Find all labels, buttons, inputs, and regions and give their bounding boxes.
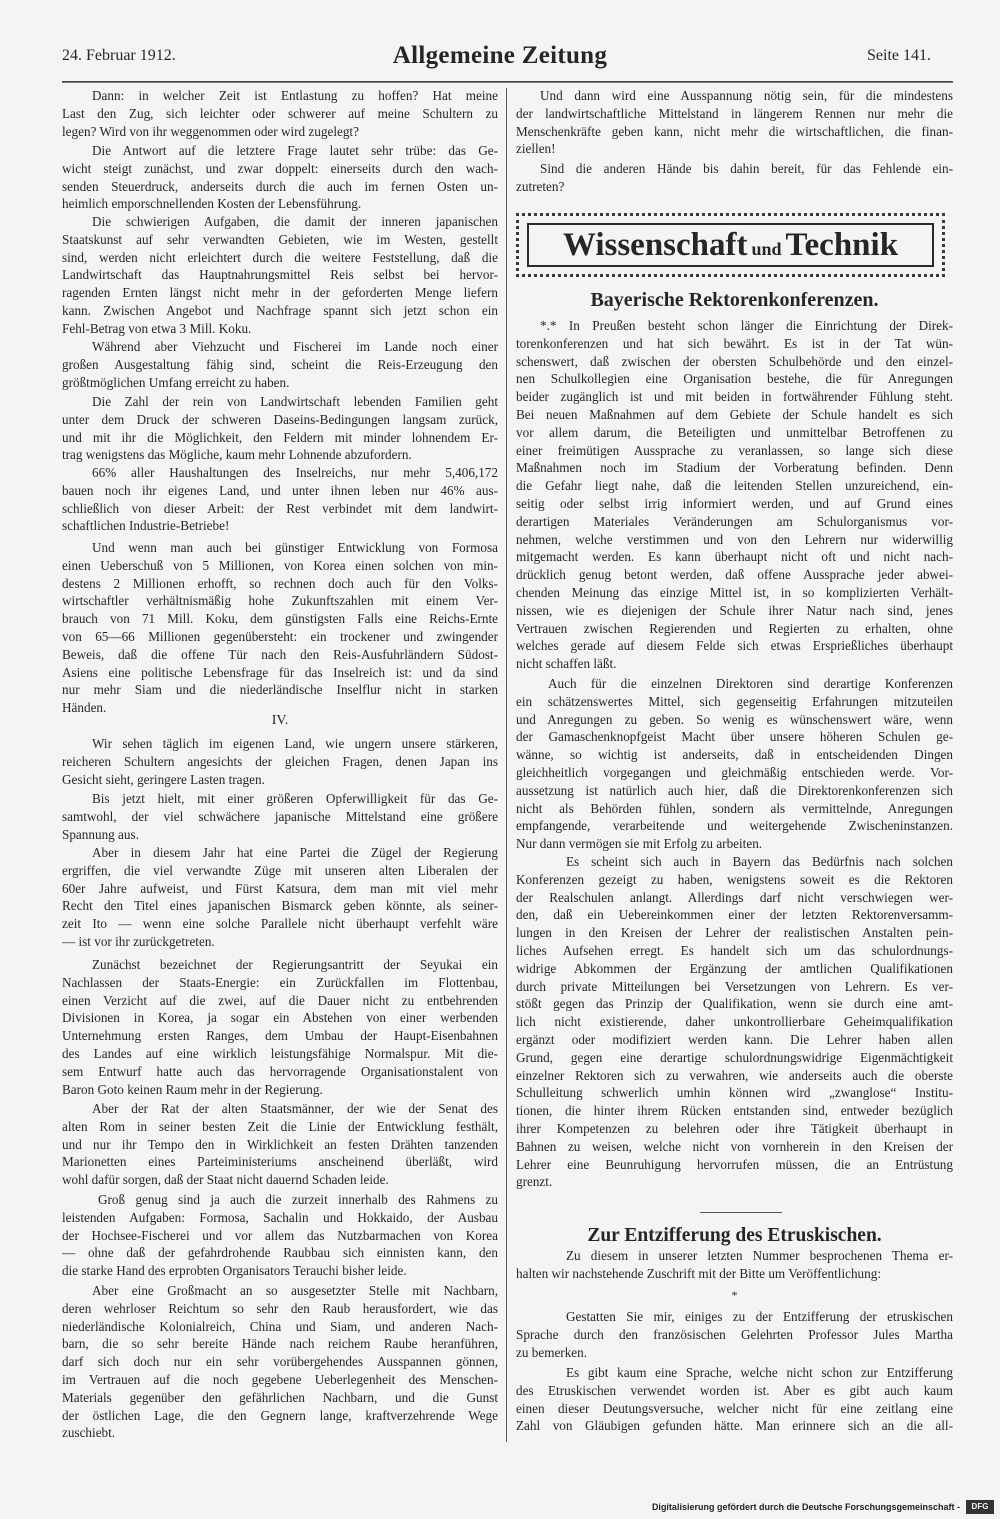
- text-line: und mit ihr die Möglichkeit, den Feldern mit minder lohnendem Er-: [62, 429, 498, 445]
- text-line: der Gamaschenknopfgeist Macht über unsere höheren Schulen ge-: [516, 729, 953, 745]
- text-line: legen? Wird von ihr weggenommen oder wird zugelegt?: [62, 123, 359, 139]
- text-line: Baron Goto keinen Raum mehr in der Regierung.: [62, 1081, 323, 1097]
- paragraph: [516, 317, 953, 673]
- text-line: empfangende, verarbeitende und weitergehende Zwischeninstanzen.: [516, 818, 953, 834]
- text-line: Während aber Viehzucht und Fischerei im Lande noch einer: [92, 339, 498, 354]
- text-line: Schulleitung schwerlich umhin können wird „zwanglose“ Institu-: [516, 1085, 953, 1101]
- text-line: schaftlichen Industrie-Betriebe!: [62, 518, 230, 534]
- text-line: nehmen, welche verstimmen und von den Lehrern nur widerwillig: [516, 531, 953, 547]
- text-line: leistenden Aufgaben: Formosa, Sachalin und Hokkaido, der Ausbau: [62, 1209, 498, 1225]
- text-line: Divisionen in Korea, ja sogar ein Abstehen von einer werbenden: [62, 1010, 498, 1026]
- text-line: — ohne daß der gefahrdrohende Raubbau sich einnisten kann, den: [62, 1245, 498, 1261]
- header-divider: [62, 81, 953, 83]
- text-line: chenden Meinung das einzige Mittel ist, in so komplizierten Verhält-: [516, 584, 953, 600]
- text-line: die Gefahr liegt nahe, daß die leitenden Stellen unzureichend, ein-: [516, 478, 953, 494]
- paragraph: [62, 735, 498, 788]
- text-line: einzelner Rektoren sich zu verwahren, wie anderseits auch die oberste: [516, 1067, 953, 1083]
- text-line: Spannung aus.: [62, 826, 139, 842]
- text-line: Materials gegenüber den gefährlichen Nachbarn, und die Gunst: [62, 1389, 498, 1405]
- text-line: Unternehmung ersten Ranges, dem Umbau der Haupt-Eisenbahnen: [62, 1028, 498, 1044]
- text-line: und nur ihr Tempo den in Wirklichkeit an festen Drähten tanzenden: [62, 1136, 498, 1152]
- text-line: samtwohl, der viel schwächere japanische Mittelstand eine größere: [62, 808, 498, 824]
- text-line: ein schätzenswertes Mittel, sich gegenseitig Erfahrungen mitzuteilen: [516, 693, 953, 709]
- text-line: Es gibt kaum eine Sprache, welche nicht schon zur Entzifferung: [566, 1365, 953, 1380]
- text-line: Vertrauen zwischen Regierenden und Regierten zu erhalten, ohne: [516, 620, 953, 636]
- text-line: alten Rom in seiner besten Zeit die Linie der Entwicklung festhält,: [62, 1118, 498, 1134]
- banner-conjunction: und: [751, 239, 782, 259]
- text-line: Aber in diesem Jahr hat eine Partei die Zügel der Regierung: [92, 845, 498, 860]
- text-line: heimlich emporschnellenden Kosten der Lebensführung.: [62, 196, 362, 212]
- text-line: Recht den Titel eines japanischen Bismarck geben könnte, als seiner-: [62, 898, 498, 914]
- paragraph: [516, 1364, 953, 1435]
- text-line: sem Entwurf hatte auch das hervorragende Organisationstalent von: [62, 1063, 498, 1079]
- text-line: Nachlassen der Staats-Energie: ein Zurückfallen im Flottenbau,: [62, 974, 498, 990]
- paragraph: [62, 464, 498, 535]
- text-line: Aber eine Großmacht an so ausgesetzter Stelle mit Nachbarn,: [92, 1283, 498, 1298]
- text-line: 60er Jahre aufweist, und Fürst Katsura, dem man mit viel mehr: [62, 880, 498, 896]
- paragraph: [516, 87, 953, 158]
- text-line: brauch von 71 Mill. Koku, dem günstigsten Falls eine Reichs-Ernte: [62, 611, 498, 627]
- text-line: drücklich genug betont werden, daß offene Aussprache jeder abwei-: [516, 567, 953, 583]
- text-line: torenkonferenzen und hat sich bewährt. Es ist in der Tat wün-: [516, 335, 953, 351]
- banner-word-technology: Technik: [785, 227, 899, 263]
- text-line: Nur dann vermögen sie mit Erfolg zu arbeiten.: [516, 836, 763, 852]
- text-line: des Etruskischen verwendet worden ist. Aber es gibt auch kaum: [516, 1382, 953, 1398]
- paragraph: [62, 142, 498, 213]
- paragraph: [62, 844, 498, 951]
- text-line: Zahl von Gläubigen gefunden hätte. Man erinnere sich an die all-: [516, 1418, 953, 1434]
- text-line: aussetzung ist natürlich auch hier, daß die Direktorenkonferenzen sich: [516, 782, 953, 798]
- text-line: Die Zahl der rein von Landwirtschaft lebenden Familien geht: [92, 394, 498, 409]
- paragraph: [62, 1100, 498, 1189]
- text-line: Die schwierigen Aufgaben, die damit der inneren japanischen: [92, 214, 498, 229]
- text-line: nicht schaffen läßt.: [516, 656, 617, 672]
- text-line: die starke Hand des erprobten Organisators Terauchi bisher leide.: [62, 1263, 407, 1279]
- text-line: senden Steuerdruck, anderseits durch die auch im fernen Osten un-: [62, 178, 498, 194]
- text-line: *.* In Preußen besteht schon länger die Einrichtung der Direk-: [540, 318, 953, 333]
- paragraph: [516, 1247, 953, 1283]
- paragraph: [62, 539, 498, 717]
- text-line: großen Ausgestaltung fähig sind, scheint die Reis-Erzeugung den: [62, 356, 498, 372]
- text-line: ragenden Ernten längst nicht mehr in der geforderten Menge liefern: [62, 285, 498, 301]
- text-line: — ist vor ihr zurückgetreten.: [62, 933, 215, 949]
- text-line: zutreten?: [516, 178, 565, 194]
- text-line: nur mehr Siam und die niederländische Inselflur nicht in starken: [62, 682, 498, 698]
- text-line: ergänzt oder modifiziert werden kann. Die Lehrer haben allen: [516, 1031, 953, 1047]
- issue-date: 24. Februar 1912.: [62, 47, 176, 64]
- text-line: Landwirtschaft das Hauptnahrungsmittel Reis selbst bei hervor-: [62, 267, 498, 283]
- paragraph: [516, 675, 953, 853]
- text-line: widrige Abkommen der Ergänzung der amtlichen Qualifikationen: [516, 960, 953, 976]
- article-separator: [700, 1212, 782, 1213]
- text-line: zuschiebt.: [62, 1425, 116, 1441]
- text-line: wänne, so wichtig ist anderseits, daß in entscheidenden Dingen: [516, 747, 953, 763]
- text-line: halten wir nachstehende Zuschrift mit der Bitte um Veröffentlichung:: [516, 1265, 881, 1281]
- paragraph: [62, 338, 498, 391]
- paragraph: [62, 393, 498, 464]
- text-line: Sprache durch den französischen Gelehrten Professor Jules Martha: [516, 1326, 953, 1342]
- section-banner: [527, 223, 934, 267]
- text-line: Lehrer eine Beunruhigung hervorrufen müssen, die an Entrüstung: [516, 1156, 953, 1172]
- text-line: ziellen!: [516, 141, 556, 157]
- text-line: ihrer Kompetenzen zu belehren oder ihre Tätigkeit überhaupt in: [516, 1120, 953, 1136]
- text-line: einer freimütigen Aussprache zu veranlassen, so lange sich diese: [516, 442, 953, 458]
- text-line: kann. Zwischen Angebot und Nachfrage spannt sich jetzt schon ein: [62, 302, 498, 318]
- paragraph: [516, 1308, 953, 1361]
- text-line: lich nicht existierende, daher unkontrollierbare Geheimqualifikation: [516, 1014, 953, 1030]
- text-line: der Realschulen anlangt. Allerdings darf nicht verschwiegen wer-: [516, 889, 953, 905]
- paragraph: [62, 956, 498, 1098]
- text-line: Last den Zug, sich leichter oder schwerer auf meine Schultern zu: [62, 105, 498, 121]
- text-line: zu bemerken.: [516, 1344, 588, 1360]
- text-line: größtmöglichen Umfang erreicht zu haben.: [62, 374, 290, 390]
- text-line: Auch für die einzelnen Direktoren sind derartige Konferenzen: [548, 676, 953, 691]
- text-line: vor allem darum, die Beteiligten und unmittelbar Betroffenen zu: [516, 424, 953, 440]
- text-line: Dann: in welcher Zeit ist Entlastung zu hoffen? Hat meine: [92, 88, 498, 103]
- text-line: Staatskunst auf sehr verwandten Gebieten, wie im Westen, gestellt: [62, 231, 498, 247]
- text-line: durch private Mitteilungen bei Versetzungen von Lehrern. Es ver-: [516, 978, 953, 994]
- text-line: nen Schulkollegien eine Organisation bestehe, die für Anregungen: [516, 371, 953, 387]
- text-line: Asiens eine politische Lebensfrage für das Inselreich ist: und da sind: [62, 664, 498, 680]
- masthead-title: Allgemeine Zeitung: [392, 42, 608, 69]
- text-line: schenswert, daß zwischen der obersten Schulbehörde und den einzel-: [516, 353, 953, 369]
- text-line: Wir sehen täglich im eigenen Land, wie ungern unsere stärkeren,: [92, 736, 498, 751]
- text-line: Grund, gegen eine derartige schulordnungswidrige Eigenmächtigkeit: [516, 1049, 953, 1065]
- text-line: von 65—66 Millionen gegenübersteht: ein trockener und zwingender: [62, 628, 498, 644]
- text-line: deren wehrloser Reichtum so sehr den Raub herausfordert, wie das: [62, 1300, 498, 1316]
- text-line: grenzt.: [516, 1174, 553, 1190]
- text-line: trag wenigstens das Mögliche, kaum mehr Lohnende abzufordern.: [62, 447, 412, 463]
- text-line: Zu diesem in unserer letzten Nummer besprochenen Thema er-: [566, 1248, 953, 1263]
- text-line: sind, werden nicht erleichtert durch die weitere Feststellung, daß die: [62, 249, 498, 265]
- text-line: mitgemacht werden. Es kann überhaupt nicht oft und nicht nach-: [516, 549, 953, 565]
- text-line: Und wenn man auch bei günstiger Entwicklung von Formosa: [92, 540, 498, 555]
- text-line: Es scheint sich auch in Bayern das Bedürfnis nach solchen: [566, 854, 953, 869]
- text-line: wohl dafür sorgen, daß der Staat nicht dauernd Schaden leide.: [62, 1172, 389, 1188]
- text-line: Sind die anderen Hände bis dahin bereit, für das Fehlende ein-: [540, 161, 953, 176]
- text-line: Gesicht sieht, geringere Lasten tragen.: [62, 771, 265, 787]
- text-line: darf sich doch nur ein sehr vorübergehendes Ausspannen gönnen,: [62, 1354, 498, 1370]
- digitization-credit: Digitalisierung gefördert durch die Deutsche Forschungsgemeinschaft -: [651, 1502, 960, 1512]
- paragraph: [62, 790, 498, 843]
- text-line: der östlichen Lage, die den Gegnern lange, kraftverzehrende Wege: [62, 1407, 498, 1423]
- text-line: und Anregungen zu geben. So wenig es wünschenswert wäre, wenn: [516, 711, 953, 727]
- text-line: Bei neuen Maßnahmen auf dem Gebiete der Schule handelt es sich: [516, 406, 953, 422]
- text-line: im Vertrauen auf die noch gegebene Ueberlegenheit des Menschen-: [62, 1371, 498, 1387]
- column-divider: [506, 88, 507, 1442]
- text-line: Konferenzen gezeigt zu haben, wenigstens soweit es die Rektoren: [516, 871, 953, 887]
- text-line: nissen, wie es diejenigen der Schule ihrer Natur nach sind, jenes: [516, 602, 953, 618]
- text-line: Fehl-Betrag von etwa 3 Mill. Koku.: [62, 320, 252, 336]
- text-line: stößt gegen das Prinzip der Qualifikation, wenn sie durch eine amt-: [516, 996, 953, 1012]
- section-numeral: IV.: [271, 713, 289, 728]
- banner-word-science: Wissenschaft: [562, 227, 748, 263]
- text-line: Bahnen zu weisen, welche nicht von vornherein in den Kreisen der: [516, 1138, 953, 1154]
- asterisk-separator: *: [731, 1288, 738, 1302]
- text-line: reicheren Schultern angesichts der gleichen Fragen, denen Japan ins: [62, 753, 498, 769]
- text-line: nicht als Behörden fühlen, sondern als vermittelnde, Anregungen: [516, 800, 953, 816]
- text-line: liches Aufsehen erregt. Es handelt sich um das schulordnungs-: [516, 942, 953, 958]
- text-line: Die Antwort auf die letztere Frage lautet sehr trübe: das Ge-: [92, 143, 498, 158]
- text-line: beider zugänglich ist und mit beiden in fortwährender Fühlung steht.: [516, 389, 953, 405]
- text-line: der landwirtschaftliche Mittelstand in längerem Rennen nur mehr die: [516, 105, 953, 121]
- text-line: schließlich von dieser Arbeit: der Rest verbindet mit dem landwirt-: [62, 500, 498, 516]
- text-line: Und dann wird eine Ausspannung nötig sein, für die mindestens: [540, 88, 953, 103]
- text-line: barn, die so sehr bereite Hände nach reichem Raube heranführen,: [62, 1336, 498, 1352]
- paragraph: [62, 87, 498, 140]
- text-line: seitig oder selbst irrig informiert werden, und auf Grund eines: [516, 495, 953, 511]
- paragraph: [516, 853, 953, 1191]
- article-headline: Zur Entzifferung des Etruskischen.: [587, 1225, 882, 1246]
- paragraph: [516, 160, 953, 196]
- text-line: bauen noch ihr eigenes Land, und unter ihnen leben nur 46% aus-: [62, 482, 498, 498]
- text-line: ergriffen, die viel verwandte Züge mit unseren alten Liberalen der: [62, 862, 498, 878]
- text-line: Menschenkräfte geben kann, nicht mehr die wirtschaftlichen, die finan-: [516, 123, 953, 139]
- text-line: wicht steigt zunächst, und zwar doppelt: einerseits durch den wach-: [62, 160, 498, 176]
- page-number: Seite 141.: [867, 47, 931, 64]
- text-line: Maßnahmen noch im Stadium der Vorberatung befinden. Denn: [516, 460, 953, 476]
- text-line: Groß genug sind ja auch die zurzeit innerhalb des Rahmens zu: [98, 1192, 498, 1207]
- paragraph: [62, 1282, 498, 1442]
- text-line: wirtschaftler verhältnismäßig hohe Zukunftszahlen mit einem Ver-: [62, 593, 498, 609]
- text-line: Händen.: [62, 700, 107, 716]
- paragraph: [62, 1191, 498, 1280]
- text-line: Zunächst bezeichnet der Regierungsantritt der Seyukai ein: [92, 957, 498, 972]
- paragraph: [62, 213, 498, 338]
- text-line: einen dieser Deutungsversuche, welcher nicht für eine zeitlang eine: [516, 1400, 953, 1416]
- article-headline: Bayerische Rektorenkonferenzen.: [590, 289, 879, 311]
- text-line: tionen, die hinter ihrem Rücken entstanden sind, entweder bezüglich: [516, 1103, 953, 1119]
- text-line: Bis jetzt hielt, mit einer größeren Opferwilligkeit für das Ge-: [92, 791, 498, 806]
- text-line: unter dem Druck der schweren Daseins-Bedingungen langsam zurück,: [62, 411, 498, 427]
- text-line: zeit Ito — wenn eine solche Parallele nicht überhaupt verfehlt wäre: [62, 916, 498, 932]
- text-line: destens 2 Millionen erhofft, so rechnen doch auch für den Volks-: [62, 575, 498, 591]
- text-line: niederländische Kolonialreich, China und Siam, und anderen Nach-: [62, 1318, 498, 1334]
- text-line: welches gerade auf diesem Felde sich etwas Ersprießliches überhaupt: [516, 638, 953, 654]
- text-line: den, daß ein Uebereinkommen einer der letzten Rektorenversamm-: [516, 907, 953, 923]
- text-line: einen Verzicht auf die zwei, auf die Dauer nicht zu entbehrenden: [62, 992, 498, 1008]
- text-line: Beweis, daß die offene Tür nach den Reis-Ausfuhrländern Südost-: [62, 646, 498, 662]
- text-line: der Hochsee-Fischerei und vor allem das Nutzbarmachen von Korea: [62, 1227, 498, 1243]
- text-line: Gestatten Sie mir, einiges zu der Entzifferung der etruskischen: [566, 1309, 953, 1324]
- text-line: 66% aller Haushaltungen des Inselreichs, nur mehr 5,406,172: [92, 465, 498, 480]
- text-line: gleichheitlich vorgegangen und gleichmäßig entschieden werde. Vor-: [516, 764, 953, 780]
- text-line: derartigen Materiales Veränderungen am Schulorganismus vor-: [516, 513, 953, 529]
- text-line: Aber der Rat der alten Staatsmänner, der wie der Senat des: [92, 1101, 498, 1116]
- text-line: lungen in den Kreisen der Lehrer der realistischen Anstalten pein-: [516, 925, 953, 941]
- text-line: Marionetten eines Parteiministeriums anscheinend überläßt, wird: [62, 1154, 498, 1170]
- text-line: einen Ueberschuß von 5 Millionen, von Korea einen solchen von min-: [62, 557, 498, 573]
- dfg-logo-icon: DFG: [966, 1500, 994, 1514]
- text-line: des Landes auf eine wirklich leistungsfähige Normalspur. Mit die-: [62, 1045, 498, 1061]
